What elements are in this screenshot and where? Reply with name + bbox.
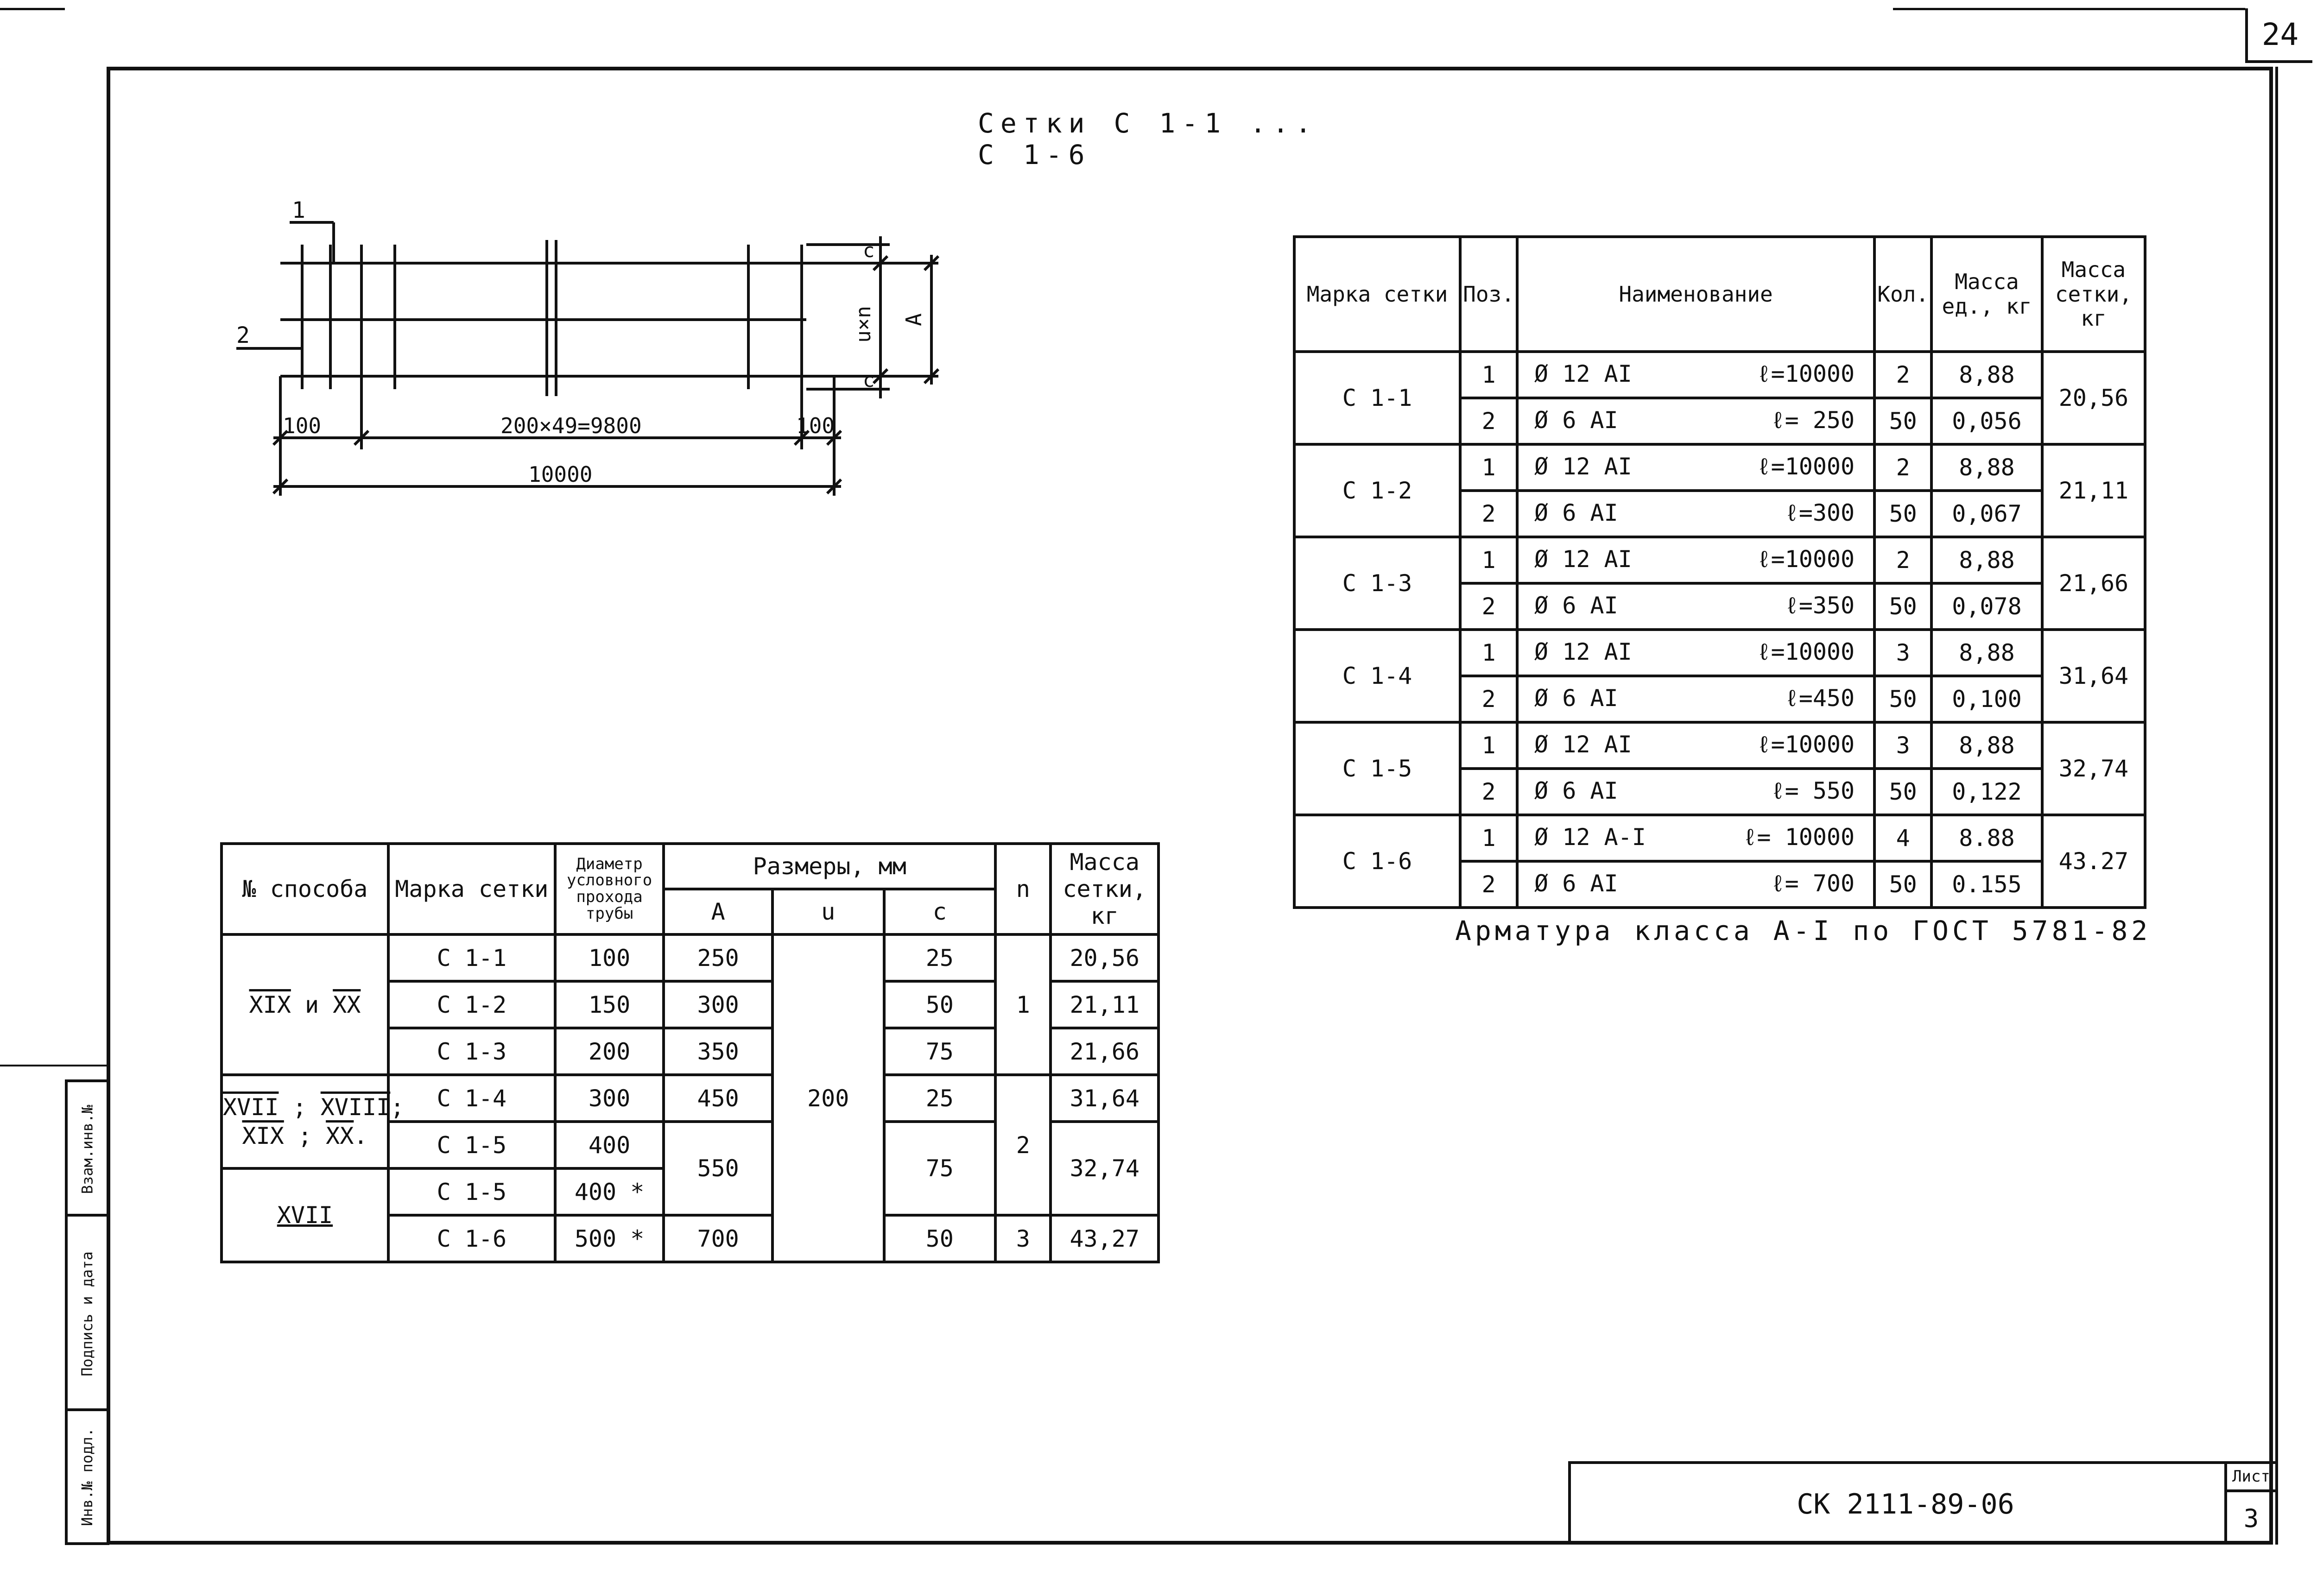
spec-mesh-mass: 20,56 — [2042, 352, 2145, 444]
spec-position: 2 — [1460, 398, 1517, 444]
spec-length: ℓ=450 — [1785, 685, 1855, 712]
spec-unit-mass: 0,067 — [1931, 491, 2042, 537]
spec-length: ℓ=10000 — [1757, 360, 1855, 387]
spec-length: ℓ=10000 — [1757, 453, 1855, 480]
spec-quantity: 50 — [1874, 491, 1931, 537]
spec-row — [1294, 444, 2145, 491]
size-a: 700 — [664, 1215, 772, 1262]
sheet-number-box — [2224, 1461, 2275, 1545]
spec-quantity: 3 — [1874, 722, 1931, 769]
spec-name — [1517, 398, 1874, 444]
binding-cell-sign — [68, 1217, 107, 1411]
spec-name — [1517, 537, 1874, 583]
spec-bar: Ø 6 AI — [1534, 592, 1618, 619]
header-size-c: c — [884, 889, 996, 934]
spec-name — [1517, 583, 1874, 630]
method-group-2: XVII ; XVIII; $\overline{XIX}$ ; $\overline{XX}$. — [222, 1075, 388, 1168]
header-quantity: Кол. — [1874, 237, 1931, 352]
dim-middle: 200×49=9800 — [500, 413, 642, 438]
title-block — [1568, 1461, 2240, 1545]
spec-length: ℓ= 10000 — [1743, 824, 1855, 851]
spec-mesh-mass: 32,74 — [2042, 722, 2145, 815]
spec-name — [1517, 676, 1874, 722]
mesh-mark: С 1-4 — [388, 1075, 555, 1122]
spec-name — [1517, 630, 1874, 676]
mesh-mass: 21,11 — [1051, 981, 1158, 1028]
mesh-mark: С 1-3 — [388, 1028, 555, 1075]
spec-quantity: 50 — [1874, 398, 1931, 444]
spec-bar: Ø 6 AI — [1534, 685, 1618, 712]
spec-quantity: 3 — [1874, 630, 1931, 676]
spec-mesh-mark: С 1-2 — [1294, 444, 1460, 537]
n-value: 2 — [995, 1075, 1051, 1215]
spec-name — [1517, 352, 1874, 398]
size-c: 75 — [884, 1028, 996, 1075]
n-value: 3 — [995, 1215, 1051, 1262]
mesh-mark: С 1-5 — [388, 1122, 555, 1168]
mesh-drawing — [222, 185, 987, 519]
binding-label-inv-orig: Инв.№ подл. — [78, 1427, 96, 1526]
pipe-diameter: 400 — [555, 1122, 664, 1168]
spec-unit-mass: 0,122 — [1931, 769, 2042, 815]
size-a: 350 — [664, 1028, 772, 1075]
n-value: 1 — [995, 934, 1051, 1075]
mesh-mass: 31,64 — [1051, 1075, 1158, 1122]
spec-length: ℓ= 550 — [1771, 777, 1855, 804]
page-number — [2245, 8, 2312, 63]
spec-mesh-mark: С 1-3 — [1294, 537, 1460, 630]
methods-table — [220, 842, 1160, 1263]
binding-label-vzam: Взам.инв.№ — [78, 1104, 96, 1194]
spec-mesh-mass: 21,11 — [2042, 444, 2145, 537]
pipe-diameter: 100 — [555, 934, 664, 981]
spec-unit-mass: 8,88 — [1931, 352, 2042, 398]
spec-position: 1 — [1460, 352, 1517, 398]
sheet-label: Лист — [2227, 1464, 2275, 1492]
size-c: 75 — [884, 1122, 996, 1215]
spec-mesh-mark: С 1-6 — [1294, 815, 1460, 908]
mesh-mark: С 1-2 — [388, 981, 555, 1028]
header-mesh-mass: Масса сетки, кг — [1051, 844, 1158, 934]
spec-quantity: 4 — [1874, 815, 1931, 861]
spec-quantity: 50 — [1874, 583, 1931, 630]
spec-bar: Ø 12 AI — [1534, 638, 1632, 665]
header-pipe-diameter: Диаметр условного прохода трубы — [555, 844, 664, 934]
size-u: 200 — [772, 934, 884, 1262]
spec-quantity: 50 — [1874, 861, 1931, 908]
method-group-1: $\overline{XIX}$ и $\overline{XX}$ — [222, 934, 388, 1075]
spec-position: 2 — [1460, 491, 1517, 537]
spec-bar: Ø 6 AI — [1534, 407, 1618, 434]
header-mesh-mark: Марка сетки — [388, 844, 555, 934]
spec-bar: Ø 6 AI — [1534, 870, 1618, 897]
spec-bar: Ø 12 AI — [1534, 360, 1632, 387]
spec-position: 1 — [1460, 815, 1517, 861]
spec-length: ℓ=10000 — [1757, 546, 1855, 573]
spec-position: 1 — [1460, 444, 1517, 491]
mesh-mass: 21,66 — [1051, 1028, 1158, 1075]
spec-length: ℓ=350 — [1785, 592, 1855, 619]
spec-position: 1 — [1460, 630, 1517, 676]
spec-name — [1517, 815, 1874, 861]
spec-position: 2 — [1460, 861, 1517, 908]
spec-unit-mass: 8,88 — [1931, 537, 2042, 583]
spec-mesh-mark: С 1-1 — [1294, 352, 1460, 444]
mesh-mass: 20,56 — [1051, 934, 1158, 981]
spec-unit-mass: 0,078 — [1931, 583, 2042, 630]
spec-unit-mass: 0,100 — [1931, 676, 2042, 722]
mesh-mark: С 1-6 — [388, 1215, 555, 1262]
spec-bar: Ø 12 AI — [1534, 731, 1632, 758]
page-number-text: 24 — [2261, 16, 2299, 52]
spec-row — [1294, 815, 2145, 861]
specification-table — [1293, 235, 2146, 909]
sheet-right-edge — [2275, 67, 2278, 1545]
pipe-diameter: 150 — [555, 981, 664, 1028]
leader-label-2: 2 — [236, 322, 250, 348]
top-border-line-left — [0, 8, 65, 10]
mesh-mark: С 1-5 — [388, 1168, 555, 1215]
spec-length: ℓ= 250 — [1771, 407, 1855, 434]
binding-strip — [65, 1079, 109, 1545]
spec-unit-mass: 8,88 — [1931, 444, 2042, 491]
size-a: 300 — [664, 981, 772, 1028]
dim-total: 10000 — [528, 462, 593, 487]
spec-mesh-mass: 43.27 — [2042, 815, 2145, 908]
header-position: Поз. — [1460, 237, 1517, 352]
spec-unit-mass: 8.88 — [1931, 815, 2042, 861]
pipe-diameter: 200 — [555, 1028, 664, 1075]
spec-unit-mass: 8,88 — [1931, 722, 2042, 769]
binding-cell-orig — [68, 1411, 107, 1542]
mesh-mark: С 1-1 — [388, 934, 555, 981]
mesh-mass: 32,74 — [1051, 1122, 1158, 1215]
spec-position: 2 — [1460, 769, 1517, 815]
spec-mesh-mark: С 1-4 — [1294, 630, 1460, 722]
spec-bar: Ø 12 AI — [1534, 546, 1632, 573]
pipe-diameter: 400 * — [555, 1168, 664, 1215]
header-size-u: u — [772, 889, 884, 934]
spec-bar: Ø 12 A-I — [1534, 824, 1646, 851]
spec-name — [1517, 722, 1874, 769]
spec-position: 1 — [1460, 537, 1517, 583]
spec-name — [1517, 861, 1874, 908]
spec-mesh-mark: С 1-5 — [1294, 722, 1460, 815]
size-a: 450 — [664, 1075, 772, 1122]
dim-c-top: c — [863, 239, 875, 262]
spec-length: ℓ=300 — [1785, 499, 1855, 526]
spec-name — [1517, 491, 1874, 537]
size-a: 250 — [664, 934, 772, 981]
spec-mesh-mass: 31,64 — [2042, 630, 2145, 722]
spec-name — [1517, 769, 1874, 815]
dim-uxn: u×n — [852, 306, 875, 343]
method-group-3: XVII — [222, 1168, 388, 1262]
spec-row — [1294, 352, 2145, 398]
spec-name — [1517, 444, 1874, 491]
spec-length: ℓ=10000 — [1757, 638, 1855, 665]
pipe-diameter: 300 — [555, 1075, 664, 1122]
header-n: n — [995, 844, 1051, 934]
spec-unit-mass: 0,056 — [1931, 398, 2042, 444]
mesh-mass: 43,27 — [1051, 1215, 1158, 1262]
size-a: 550 — [664, 1122, 772, 1215]
spec-length: ℓ=10000 — [1757, 731, 1855, 758]
top-border-line-right — [1893, 8, 2245, 10]
document-code: СК 2111-89-06 — [1797, 1488, 2014, 1520]
header-size-a: A — [664, 889, 772, 934]
header-sizes: Размеры, мм — [664, 844, 995, 889]
dim-c-bottom: c — [863, 369, 875, 391]
spec-quantity: 2 — [1874, 537, 1931, 583]
sheet-number: 3 — [2243, 1504, 2259, 1533]
header-unit-mass: Масса ед., кг — [1931, 237, 2042, 352]
spec-row — [1294, 630, 2145, 676]
header-mesh-mass: Масса сетки, кг — [2042, 237, 2145, 352]
header-method-number: № способа — [222, 844, 388, 934]
spec-bar: Ø 6 AI — [1534, 499, 1618, 526]
spec-mesh-mass: 21,66 — [2042, 537, 2145, 630]
header-name: Наименование — [1517, 237, 1874, 352]
spec-row — [1294, 722, 2145, 769]
spec-position: 2 — [1460, 676, 1517, 722]
dim-a: A — [901, 313, 926, 326]
spec-row — [1294, 537, 2145, 583]
binding-strip-top-line — [0, 1065, 109, 1066]
binding-label-sign-date: Подпись и дата — [78, 1251, 96, 1376]
spec-position: 1 — [1460, 722, 1517, 769]
spec-length: ℓ= 700 — [1771, 870, 1855, 897]
spec-unit-mass: 0.155 — [1931, 861, 2042, 908]
pipe-diameter: 500 * — [555, 1215, 664, 1262]
header-mesh-mark: Марка сетки — [1294, 237, 1460, 352]
spec-bar: Ø 6 AI — [1534, 777, 1618, 804]
size-c: 25 — [884, 1075, 996, 1122]
dim-100-left: 100 — [283, 413, 322, 438]
binding-cell-vzam — [68, 1082, 107, 1217]
drawing-title: Сетки С 1-1 ... С 1-6 — [978, 107, 1318, 170]
spec-quantity: 50 — [1874, 676, 1931, 722]
size-c: 25 — [884, 934, 996, 981]
spec-quantity: 2 — [1874, 444, 1931, 491]
spec-unit-mass: 8,88 — [1931, 630, 2042, 676]
reinforcement-note: Арматура класса А-I по ГОСТ 5781-82 — [1455, 915, 2152, 946]
dim-100-right: 100 — [796, 413, 835, 438]
leader-label-1: 1 — [292, 197, 305, 223]
spec-position: 2 — [1460, 583, 1517, 630]
size-c: 50 — [884, 1215, 996, 1262]
spec-bar: Ø 12 AI — [1534, 453, 1632, 480]
spec-quantity: 2 — [1874, 352, 1931, 398]
size-c: 50 — [884, 981, 996, 1028]
spec-quantity: 50 — [1874, 769, 1931, 815]
